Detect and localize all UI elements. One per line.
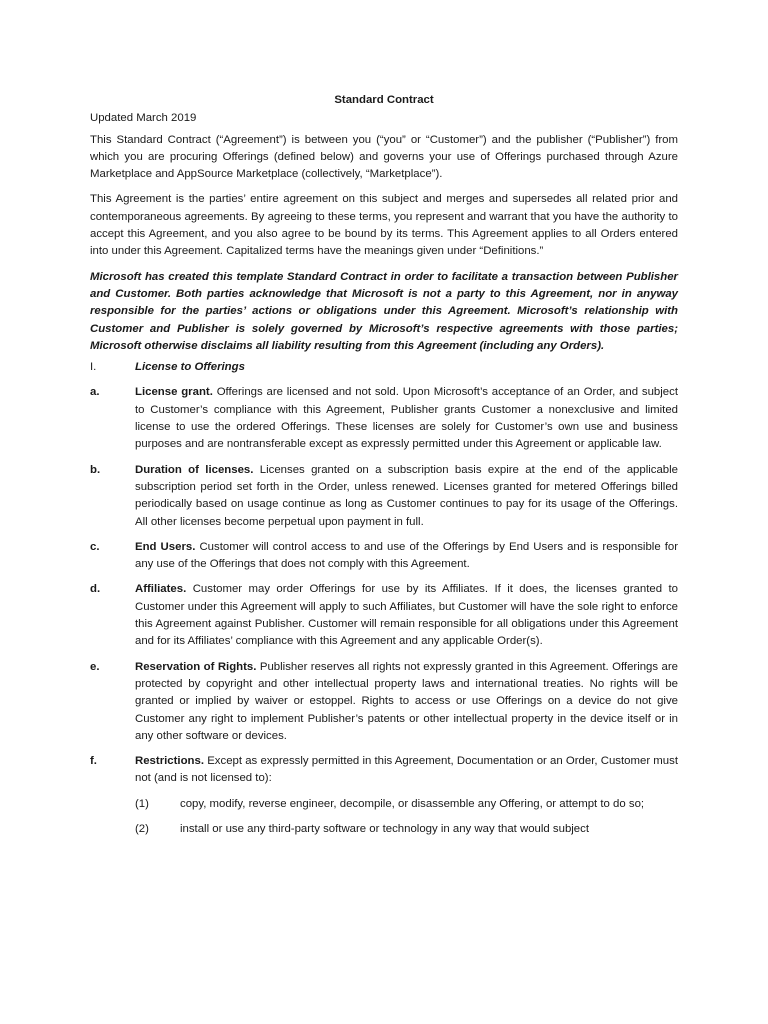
clause-text: Offerings are licensed and not sold. Upon Microsoft’s acceptance of an Order, and subject to Customer’s compliance with this Agreement, Publisher grants Customer a nonexclusive and limited license to use the ordered Offerings. These licenses are solely for Customer’s own use and business purposes and are nontransferable except as expressly permitted under this Agreement or applicable law.: [135, 386, 678, 451]
clause-text: Licenses granted on a subscription basis expire at the end of the applicable subscription period set forth in the Order, unless renewed. Licenses granted for metered Offerings billed periodically based on usage continue as long as Customer continues to pay for its usage of the Offerings. All other licenses become perpetual upon payment in full.: [135, 463, 678, 528]
intro-paragraph: This Standard Contract (“Agreement”) is between you (“you” or “Customer”) and the publisher (“Publisher”) from which you are procuring Offerings (defined below) and governs your use of Offerings purchased through Azure Marketplace and AppSource Marketplace (collectively, “Marketplace”).: [90, 133, 678, 181]
document-title: Standard Contract: [334, 94, 434, 106]
clause-heading: Affiliates.: [135, 583, 187, 596]
updated-date: Updated March 2019: [90, 112, 197, 125]
restriction-text: copy, modify, reverse engineer, decompile, or disassemble any Offering, or attempt to do so;: [180, 797, 645, 810]
intro-paragraph: This Agreement is the parties’ entire agreement on this subject and merges and supersedes all related prior and contemporaneous agreements. By agreeing to these terms, you represent and warrant that you have the authority to accept this Agreement, and you also agree to be bound by its terms. This Agreement applies to all Orders entered into under this Agreement. Capitalized terms have the meanings given under “Definitions.”: [90, 193, 678, 258]
section-heading: [90, 359, 678, 376]
clause-text: Customer will control access to and use of the Offerings by End Users and is responsible for any use of the Offerings that does not comply with this Agreement.: [135, 540, 678, 571]
clause-letter: e.: [90, 660, 100, 673]
clause-text: Customer may order Offerings for use by its Affiliates. If it does, the licenses granted to Customer under this Agreement will apply to such Affiliates, but Customer will have the sole right to enforce this Agreement against Publisher. Customer will remain responsible for all obligations under this Agreement and for its Affiliates’ compliance with this Agreement and any applicable Order(s).: [135, 583, 678, 648]
restriction-number: (1): [135, 797, 149, 810]
clause-heading: Restrictions.: [135, 755, 204, 768]
clause-license-grant: [90, 384, 678, 453]
restriction-text: install or use any third-party software or technology in any way that would subject: [180, 822, 590, 835]
clause-heading: License grant.: [135, 386, 213, 399]
clause-end-users: [90, 539, 678, 574]
restriction-item: [135, 821, 678, 838]
clause-letter: c.: [90, 540, 100, 553]
clause-reservation-of-rights: [90, 659, 678, 745]
clause-letter: b.: [90, 463, 101, 476]
clause-affiliates: [90, 581, 678, 650]
clause-heading: End Users.: [135, 540, 196, 553]
section-number: I.: [90, 361, 97, 374]
clause-letter: d.: [90, 583, 101, 596]
restriction-number: (2): [135, 822, 149, 835]
clause-heading: Reservation of Rights.: [135, 660, 257, 673]
contract-page: [90, 92, 678, 846]
section-title: License to Offerings: [135, 361, 245, 374]
microsoft-notice: Microsoft has created this template Standard Contract in order to facilitate a transaction between Publisher and Customer. Both parties acknowledge that Microsoft is not a party to this Agreement, nor in anyway responsible for the parties’ actions or obligations under this Agreement. Microsoft’s relationship with Customer and Publisher is solely governed by Microsoft’s respective agreements with those parties; Microsoft otherwise disclaims all liability resulting from this Agreement (including any Orders).: [90, 270, 678, 352]
clause-text: Except as expressly permitted in this Agreement, Documentation or an Order, Customer must not (and is not licensed to):: [135, 755, 678, 785]
clause-text: Publisher reserves all rights not expressly granted in this Agreement. Offerings are protected by copyright and other intellectual property laws and international treaties. No rights will be granted or implied by waiver or estoppel. Rights to access or use Offerings on a device do not give Customer any right to implement Publisher’s patents or other intellectual property in the device itself or in any other software or devices.: [135, 660, 678, 742]
clause-heading: Duration of licenses.: [135, 463, 254, 476]
clause-letter: f.: [90, 755, 97, 768]
clause-restrictions: [90, 753, 678, 788]
clause-duration-of-licenses: [90, 462, 678, 531]
restriction-item: [135, 796, 678, 813]
clause-letter: a.: [90, 386, 100, 399]
